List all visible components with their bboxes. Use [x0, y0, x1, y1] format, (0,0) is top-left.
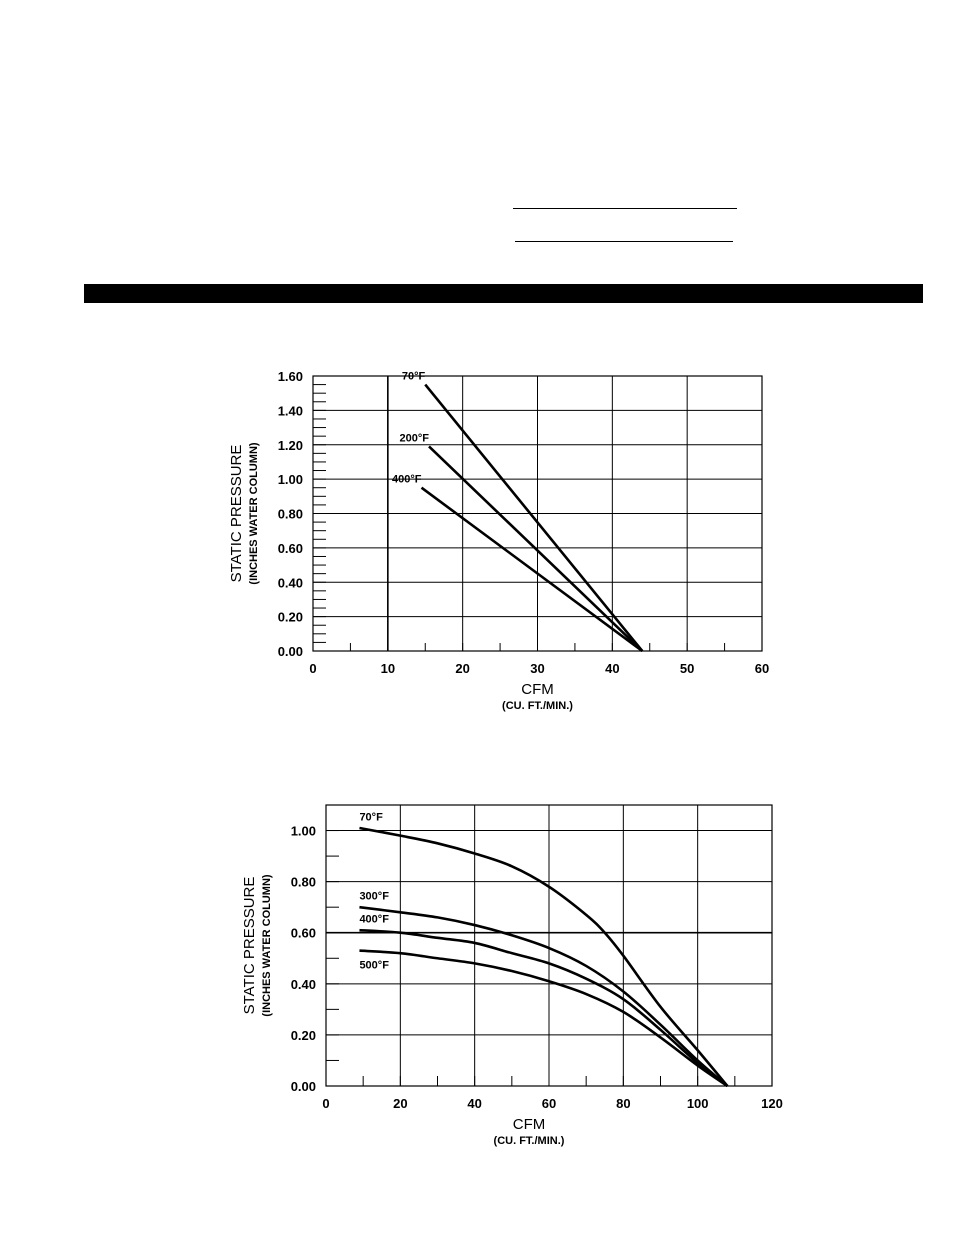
- y-tick-label: 0.20: [290, 1027, 316, 1043]
- x-tick-label: 20: [455, 661, 470, 676]
- x-tick-label: 0: [322, 1096, 330, 1111]
- series-label: 70°F: [401, 370, 426, 383]
- x-tick-label: 50: [679, 661, 695, 676]
- series-line: [422, 488, 643, 651]
- series-label: 200°F: [399, 432, 429, 445]
- y-axis-title: STATIC PRESSURE: [228, 444, 245, 583]
- series-line: [359, 930, 727, 1086]
- x-axis-title: CFM: [512, 1116, 546, 1133]
- chart-1: [0, 350, 954, 730]
- y-tick-label: 1.40: [277, 403, 303, 419]
- x-tick-label: 100: [686, 1096, 709, 1111]
- y-tick-label: 0.80: [277, 506, 303, 522]
- series-label: 400°F: [359, 913, 389, 926]
- y-tick-label: 1.60: [277, 369, 303, 384]
- blank-line-2: [515, 241, 733, 242]
- y-tick-label: 0.40: [277, 575, 303, 591]
- y-tick-label: 0.40: [290, 976, 316, 992]
- x-tick-label: 40: [605, 661, 620, 676]
- x-tick-label: 120: [761, 1096, 783, 1111]
- series-line: [429, 446, 642, 651]
- series-label: 400°F: [392, 473, 422, 486]
- blank-line-1: [513, 208, 737, 209]
- x-tick-label: 40: [467, 1096, 482, 1111]
- section-divider-bar: [84, 284, 923, 303]
- y-tick-label: 0.00: [277, 644, 303, 659]
- x-axis-title: CFM: [521, 681, 554, 698]
- x-tick-label: 20: [393, 1096, 408, 1111]
- y-tick-label: 0.00: [290, 1079, 316, 1094]
- series-label: 500°F: [359, 959, 389, 972]
- y-axis-subtitle: (INCHES WATER COLUMN): [248, 442, 260, 585]
- series-line: [425, 385, 642, 651]
- y-tick-label: 1.20: [277, 437, 303, 453]
- x-tick-label: 80: [616, 1096, 631, 1111]
- x-tick-label: 30: [530, 661, 545, 676]
- y-tick-label: 1.00: [290, 823, 316, 839]
- y-tick-label: 0.60: [277, 540, 303, 556]
- series-label: 300°F: [359, 890, 389, 903]
- y-tick-label: 0.80: [290, 874, 316, 890]
- x-tick-label: 60: [541, 1096, 557, 1111]
- y-tick-label: 0.60: [290, 925, 316, 941]
- x-axis-subtitle: (CU. FT./MIN.): [493, 1135, 565, 1147]
- chart-2: [0, 785, 954, 1205]
- x-tick-label: 10: [380, 661, 396, 676]
- y-axis-title: STATIC PRESSURE: [241, 876, 258, 1015]
- y-axis-subtitle: (INCHES WATER COLUMN): [261, 874, 273, 1017]
- y-tick-label: 1.00: [277, 472, 303, 488]
- x-axis-subtitle: (CU. FT./MIN.): [502, 700, 573, 712]
- y-tick-label: 0.20: [277, 609, 303, 625]
- x-tick-label: 60: [754, 661, 770, 676]
- series-label: 70°F: [359, 811, 383, 824]
- series-line: [359, 951, 727, 1086]
- x-tick-label: 0: [309, 661, 317, 676]
